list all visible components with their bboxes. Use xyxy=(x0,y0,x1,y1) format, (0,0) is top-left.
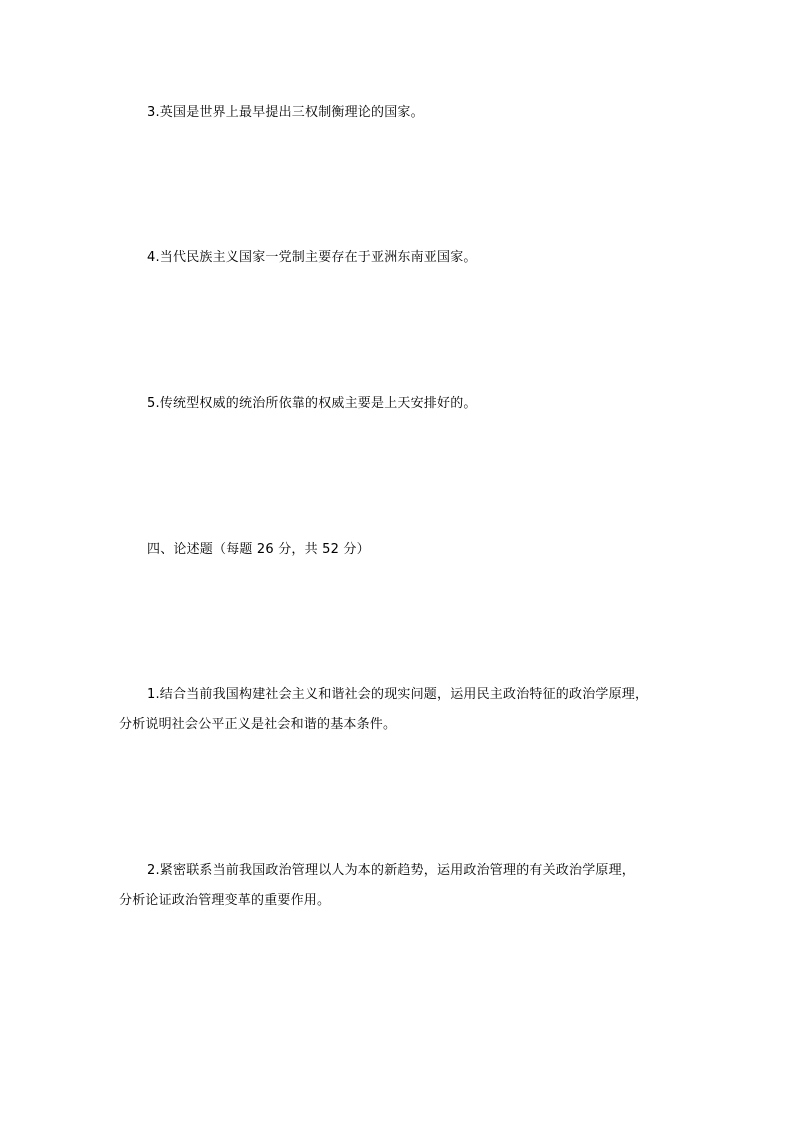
section-four-heading: 四、论述题（每题 26 分，共 52 分） xyxy=(147,542,370,557)
essay-question-1-line-2: 分析说明社会公平正义是社会和谐的基本条件。 xyxy=(119,717,397,732)
true-false-item-5: 5.传统型权威的统治所依靠的权威主要是上天安排好的。 xyxy=(147,396,477,411)
true-false-item-3: 3.英国是世界上最早提出三权制衡理论的国家。 xyxy=(147,105,424,120)
essay-question-2-line-1: 2.紧密联系当前我国政治管理以人为本的新趋势，运用政治管理的有关政治学原理， xyxy=(147,863,636,878)
essay-question-2-line-2: 分析论证政治管理变革的重要作用。 xyxy=(119,893,331,908)
true-false-item-4: 4.当代民族主义国家一党制主要存在于亚洲东南亚国家。 xyxy=(147,250,477,265)
essay-question-1-line-1: 1.结合当前我国构建社会主义和谐社会的现实问题，运用民主政治特征的政治学原理， xyxy=(147,687,649,702)
